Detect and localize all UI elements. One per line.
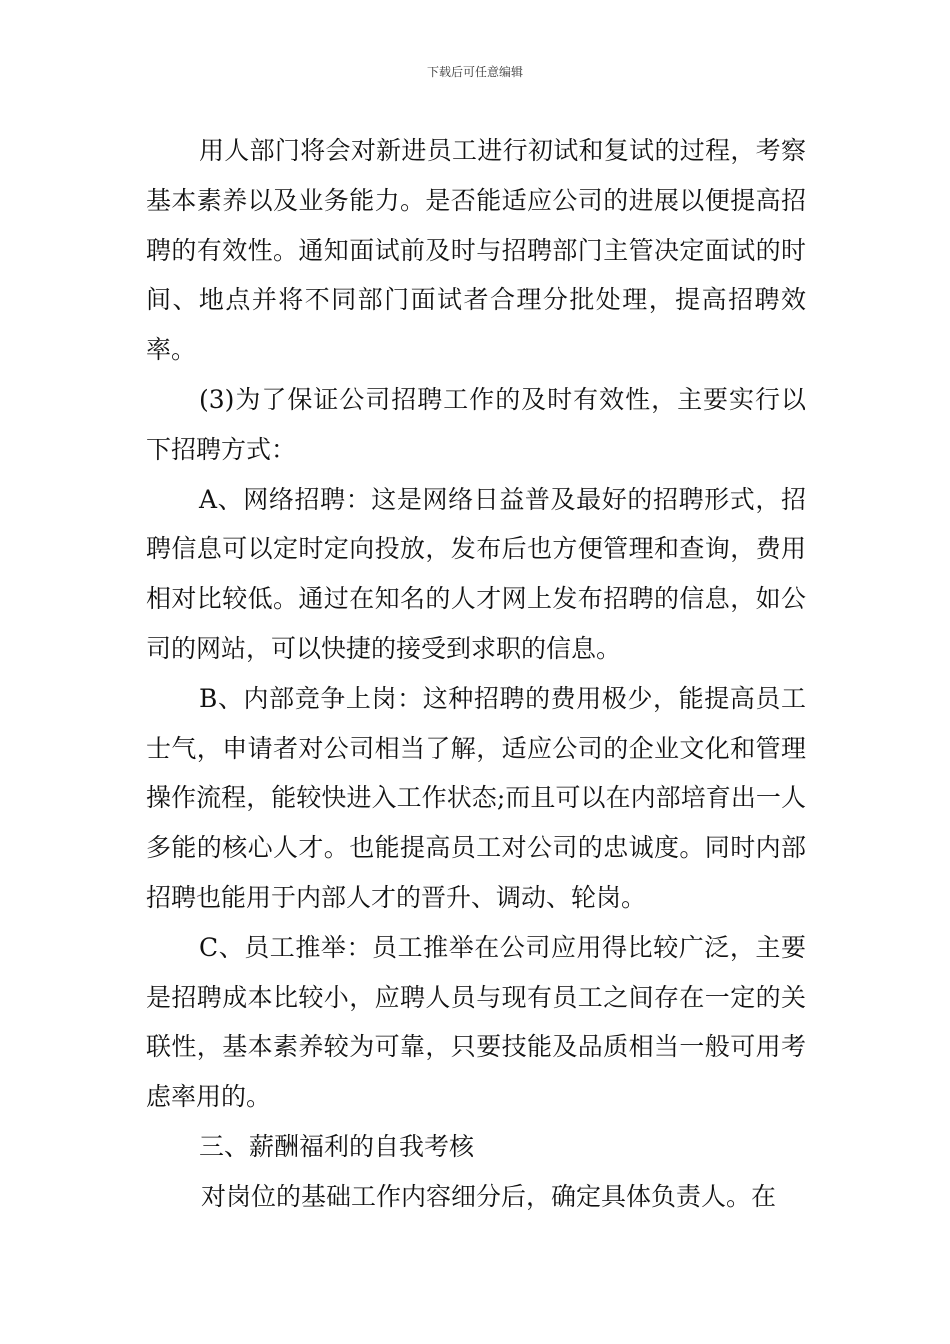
section-heading-compensation: 三、薪酬福利的自我考核 xyxy=(199,1131,475,1161)
paragraph-interview-process: 用人部门将会对新进员工进行初试和复试的过程，考察基本素养以及业务能力。是否能适应公司的进展以便提高招聘的有效性。通知面试前及时与招聘部门主管决定面试的时间、地点并将不同部门面试者合理分批处理，提高招聘效率。 xyxy=(146,136,806,365)
paragraph-recruitment-methods-intro: (3)为了保证公司招聘工作的及时有效性，主要实行以下招聘方式： xyxy=(146,384,806,464)
paragraph-internal-competition: B、内部竞争上岗：这种招聘的费用极少，能提高员工士气，申请者对公司相当了解，适应公司的企业文化和管理操作流程，能较快进入工作状态;而且可以在内部培育出一人多能的核心人才。也能提高员工对公司的忠诚度。同时内部招聘也能用于内部人才的晋升、调动、轮岗。 xyxy=(146,683,806,912)
paragraph-employee-referral: C、员工推举：员工推举在公司应用得比较广泛，主要是招聘成本比较小，应聘人员与现有员工之间存在一定的关联性，基本素养较为可靠，只要技能及品质相当一般可用考虑率用的。 xyxy=(146,932,806,1112)
paragraph-compensation-start: 对岗位的基础工作内容细分后，确定具体负责人。在 xyxy=(201,1181,777,1211)
paragraph-online-recruitment: A、网络招聘：这是网络日益普及最好的招聘形式，招聘信息可以定时定向投放，发布后也方便管理和查询，费用相对比较低。通过在知名的人才网上发布招聘的信息，如公司的网站，可以快捷的接受到求职的信息。 xyxy=(146,484,806,663)
page-header: 下载后可任意编辑 xyxy=(426,65,523,79)
document-body xyxy=(146,126,806,1222)
